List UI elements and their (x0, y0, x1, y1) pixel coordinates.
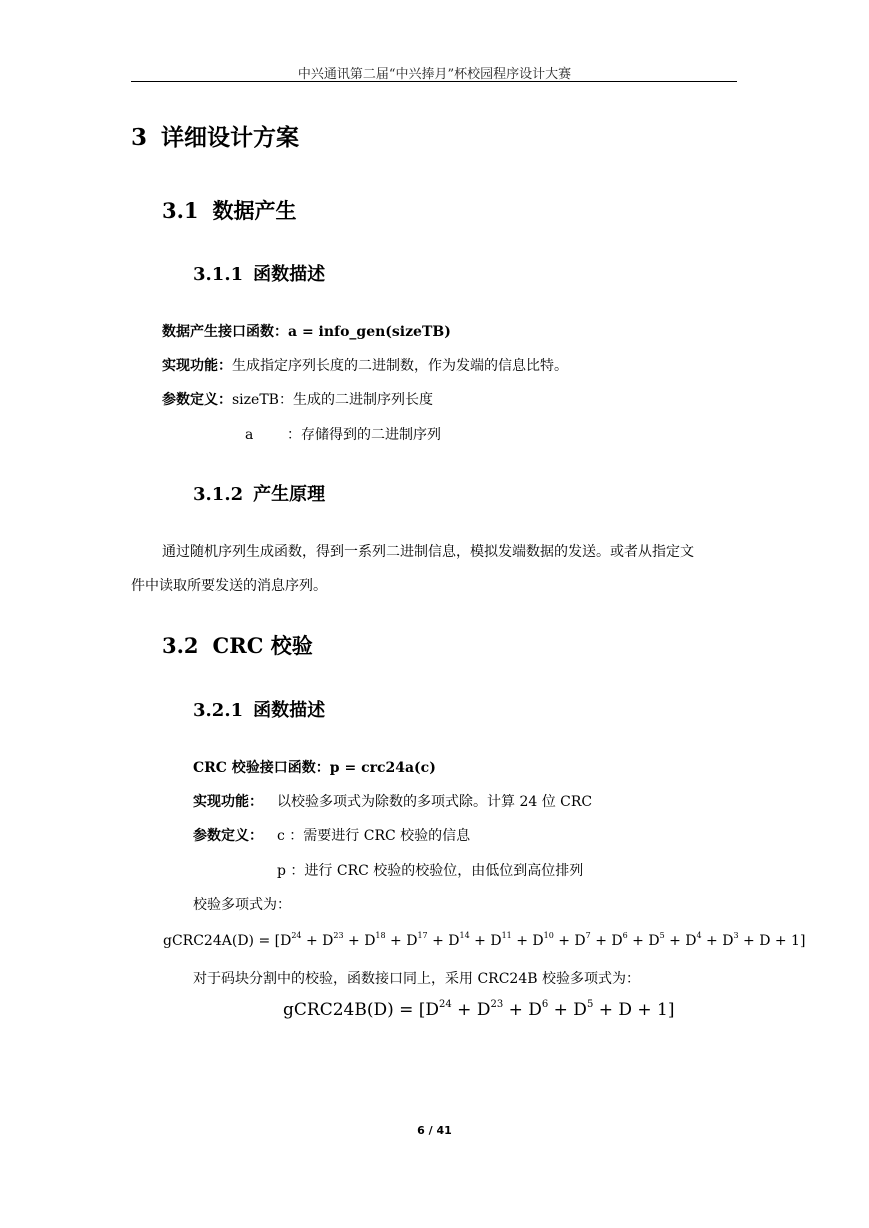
exponent: 5 (659, 931, 665, 940)
exponent: 23 (333, 931, 344, 940)
param-1: c ：需要进行 CRC 校验的信息 (277, 828, 471, 844)
section-number: 3.1.1 (193, 264, 244, 285)
exponent: 24 (291, 931, 302, 940)
params-label: 参数定义： (162, 392, 232, 408)
exponent: 7 (585, 931, 591, 940)
crc24a-formula: gCRC24A(D) = $[D^{24} + D^{23} + D^{18} + D^{17} + D^{14} + D^{11} + D^{10} + D^7 + D^6 + D^5 + D^4 + D^3 + D + 1]$ (163, 931, 806, 949)
exponent: 23 (490, 999, 504, 1010)
function-value: 以校验多项式为除数的多项式除。计算 24 位 CRC (277, 794, 593, 810)
exponent: 3 (733, 931, 739, 940)
section-title: 函数描述 (253, 264, 326, 285)
exponent: 5 (586, 999, 594, 1010)
param-2-desc: ：存储得到的二进制序列 (287, 427, 441, 443)
params-label: 参数定义： (193, 828, 263, 844)
param-1: sizeTB：生成的二进制序列长度 (232, 392, 433, 408)
section-3-1-1-heading (193, 260, 325, 286)
exponent: 10 (543, 931, 554, 940)
function-value: 生成指定序列长度的二进制数，作为发端的信息比特。 (232, 358, 568, 374)
param-2-name: a (245, 427, 254, 443)
section-3-2-heading (162, 630, 313, 660)
section-number: 3.1 (162, 198, 199, 223)
exponent: 18 (375, 931, 386, 940)
function-label: 实现功能： (193, 794, 263, 810)
principle-paragraph-line-2: 件中读取所要发送的消息序列。 (131, 578, 327, 594)
crc-function-line (193, 791, 592, 811)
section-number: 3.1.2 (193, 484, 244, 505)
formula-lhs: gCRC24A(D) = [D (163, 933, 292, 949)
crc-param-2: p ：进行 CRC 校验的校验位，由低位到高位排列 (277, 863, 584, 879)
function-line (162, 355, 568, 375)
exponent: 6 (541, 999, 549, 1010)
exponent: 14 (459, 931, 470, 940)
exponent: 24 (439, 999, 452, 1010)
page-header: 中兴通讯第二届“中兴捧月”杯校园程序设计大赛 (297, 67, 572, 82)
interface-label: CRC 校验接口函数： (193, 760, 330, 776)
function-label: 实现功能： (162, 358, 232, 374)
formula-tail: + D + 1] (743, 933, 806, 949)
section-number: 3.2.1 (193, 700, 244, 721)
section-3-1-2-heading (193, 480, 325, 506)
principle-paragraph-line-1: 通过随机序列生成函数，得到一系列二进制信息，模拟发端数据的发送。或者从指定文 (162, 544, 694, 560)
poly-intro: 校验多项式为： (193, 897, 291, 913)
section-3-1-heading (162, 195, 297, 225)
exponent: 6 (622, 931, 628, 940)
formula-tail: + D + 1] (598, 1000, 675, 1020)
param-2-line (245, 424, 441, 444)
section-title: 产生原理 (253, 484, 326, 505)
exponent: 17 (417, 931, 428, 940)
section-3-heading (131, 119, 299, 152)
exponent: 11 (501, 931, 512, 940)
interface-value: p = crc24a(c) (329, 760, 436, 776)
interface-value: a = info_gen(sizeTB) (288, 324, 451, 340)
section-number: 3.2 (162, 633, 199, 658)
page-number: 6 / 41 (417, 1124, 452, 1137)
section-3-2-1-heading (193, 696, 325, 722)
section-title: CRC 校验 (212, 633, 313, 658)
interface-line (162, 321, 451, 341)
section-title: 详细设计方案 (161, 124, 300, 151)
formula-lhs: gCRC24B(D) = [D (283, 1000, 440, 1020)
crc-params-line (193, 825, 470, 845)
segment-text: 对于码块分割中的校验，函数接口同上，采用 CRC24B 校验多项式为： (193, 971, 640, 987)
exponent: 4 (696, 931, 702, 940)
section-number: 3 (131, 124, 148, 151)
header-rule (131, 81, 737, 82)
crc24b-formula: gCRC24B(D) = $[D^{24} + D^{23} + D^6 + D^5 + D + 1]$ (283, 999, 675, 1020)
section-title: 数据产生 (212, 198, 297, 223)
interface-label: 数据产生接口函数： (162, 324, 288, 340)
section-title: 函数描述 (253, 700, 326, 721)
params-line (162, 389, 433, 409)
crc-interface-line (193, 757, 436, 777)
